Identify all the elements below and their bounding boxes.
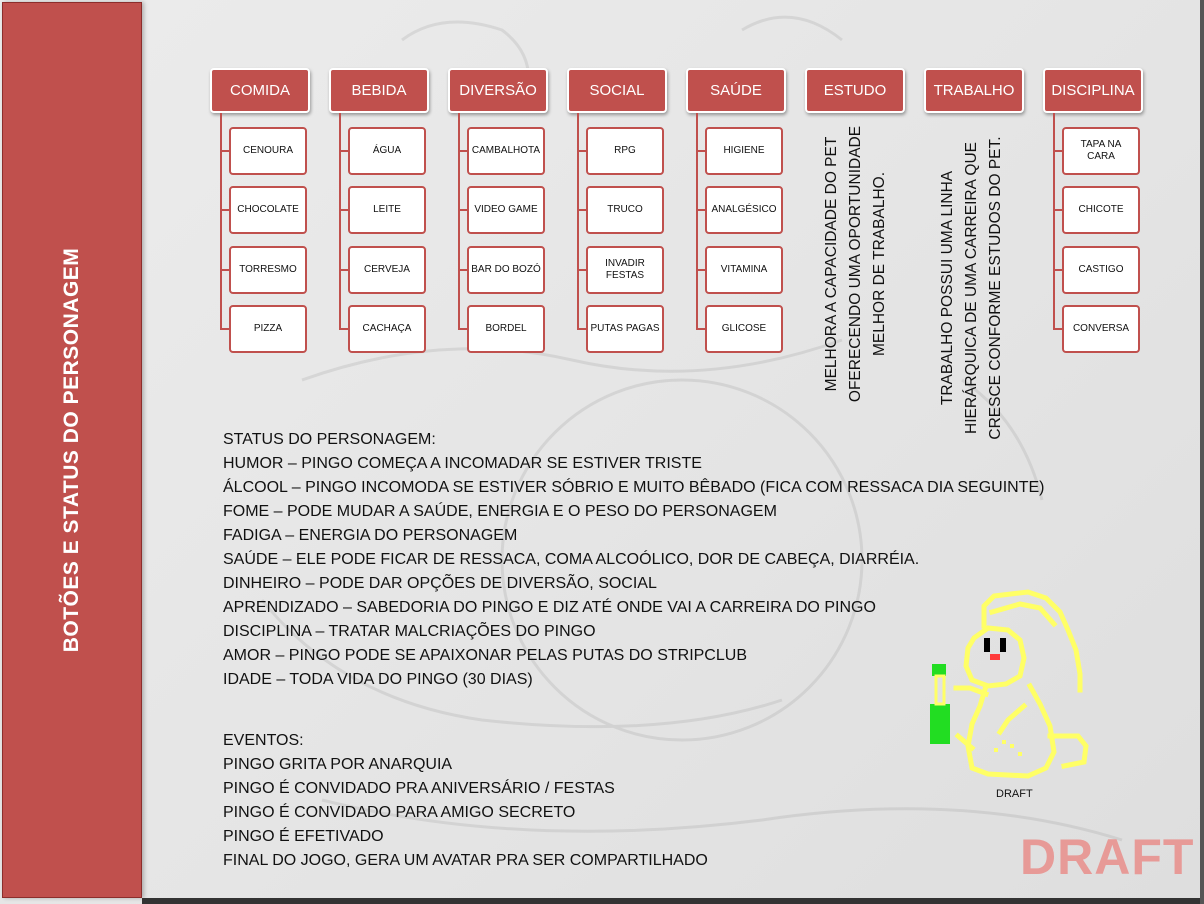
draft-watermark: DRAFT	[1020, 829, 1195, 885]
trabalho-description	[936, 126, 1008, 450]
status-line-amor: AMOR – PINGO PODE SE APAIXONAR PELAS PUTAS DO STRIPCLUB	[223, 647, 747, 664]
event-line: PINGO É CONVIDADO PARA AMIGO SECRETO	[223, 804, 576, 821]
estudo-description	[820, 114, 892, 414]
bottom-border	[142, 898, 1204, 904]
event-line: FINAL DO JOGO, GERA UM AVATAR PRA SER COMPARTILHADO	[223, 852, 708, 869]
menu-item-bar-do-bozo[interactable]: BAR DO BOZÓ	[467, 246, 545, 294]
status-section	[223, 428, 1045, 692]
tree-connector	[220, 113, 222, 330]
menu-item-putas-pagas[interactable]: PUTAS PAGAS	[586, 305, 664, 353]
status-title: STATUS DO PERSONAGEM:	[223, 431, 436, 448]
events-title: EVENTOS:	[223, 732, 304, 749]
menu-header-comida[interactable]: COMIDA	[210, 68, 310, 113]
sidebar-title: BOTÕES E STATUS DO PERSONAGEM	[60, 247, 83, 653]
event-line: PINGO GRITA POR ANARQUIA	[223, 756, 453, 773]
menu-item-rpg[interactable]: RPG	[586, 127, 664, 175]
description-line: MELHORA A CAPACIDADE DO PET	[823, 136, 840, 392]
tree-connector	[1053, 113, 1055, 330]
menu-column-comida	[210, 68, 330, 368]
description-line: TRABALHO POSSUI UMA LINHA	[939, 170, 956, 406]
menu-column-bebida	[329, 68, 449, 368]
menu-item-video-game[interactable]: VIDEO GAME	[467, 186, 545, 234]
menu-item-truco[interactable]: TRUCO	[586, 186, 664, 234]
tree-connector	[577, 113, 579, 330]
menu-header-trabalho[interactable]: TRABALHO	[924, 68, 1024, 113]
status-line-humor: HUMOR – PINGO COMEÇA A INCOMADAR SE ESTIVER TRISTE	[223, 455, 702, 472]
pet-label: DRAFT	[996, 788, 1033, 800]
sidebar	[2, 2, 142, 898]
menu-item-cambalhota[interactable]: CAMBALHOTA	[467, 127, 545, 175]
menu-item-analgesico[interactable]: ANALGÉSICO	[705, 186, 783, 234]
status-line-aprendizado: APRENDIZADO – SABEDORIA DO PINGO E DIZ ATÉ ONDE VAI A CARREIRA DO PINGO	[223, 599, 876, 616]
event-line: PINGO É EFETIVADO	[223, 828, 384, 845]
menu-header-bebida[interactable]: BEBIDA	[329, 68, 429, 113]
status-line-saude: SAÚDE – ELE PODE FICAR DE RESSACA, COMA ALCOÓLICO, DOR DE CABEÇA, DIARRÉIA.	[223, 551, 920, 568]
description-line: MELHOR DE TRABALHO.	[871, 171, 888, 357]
menu-item-higiene[interactable]: HIGIENE	[705, 127, 783, 175]
description-line: OFERECENDO UMA OPORTUNIDADE	[847, 125, 864, 403]
menu-item-leite[interactable]: LEITE	[348, 186, 426, 234]
menu-item-vitamina[interactable]: VITAMINA	[705, 246, 783, 294]
status-line-fome: FOME – PODE MUDAR A SAÚDE, ENERGIA E O PESO DO PERSONAGEM	[223, 503, 777, 520]
menu-header-saude[interactable]: SAÚDE	[686, 68, 786, 113]
right-border	[1200, 0, 1204, 904]
menu-column-diversao	[448, 68, 568, 368]
menu-item-cachaca[interactable]: CACHAÇA	[348, 305, 426, 353]
menu-item-chicote[interactable]: CHICOTE	[1062, 186, 1140, 234]
events-section	[223, 729, 708, 873]
menu-column-disciplina	[1043, 68, 1163, 368]
menu-header-estudo[interactable]: ESTUDO	[805, 68, 905, 113]
status-line-disciplina: DISCIPLINA – TRATAR MALCRIAÇÕES DO PINGO	[223, 623, 596, 640]
menu-item-conversa[interactable]: CONVERSA	[1062, 305, 1140, 353]
menu-item-agua[interactable]: ÁGUA	[348, 127, 426, 175]
status-line-fadiga: FADIGA – ENERGIA DO PERSONAGEM	[223, 527, 518, 544]
tree-connector	[696, 113, 698, 330]
menu-item-castigo[interactable]: CASTIGO	[1062, 246, 1140, 294]
menu-item-chocolate[interactable]: CHOCOLATE	[229, 186, 307, 234]
event-line: PINGO É CONVIDADO PRA ANIVERSÁRIO / FESTAS	[223, 780, 615, 797]
menu-item-torresmo[interactable]: TORRESMO	[229, 246, 307, 294]
menu-item-invadir-festas[interactable]: INVADIR FESTAS	[586, 246, 664, 294]
menu-header-disciplina[interactable]: DISCIPLINA	[1043, 68, 1143, 113]
pet-pingo-sprite	[928, 586, 1090, 786]
menu-header-diversao[interactable]: DIVERSÃO	[448, 68, 548, 113]
menu-item-glicose[interactable]: GLICOSE	[705, 305, 783, 353]
menu-item-pizza[interactable]: PIZZA	[229, 305, 307, 353]
menu-item-tapa-na-cara[interactable]: TAPA NA CARA	[1062, 127, 1140, 175]
tree-connector	[458, 113, 460, 330]
menu-column-social	[567, 68, 687, 368]
status-line-dinheiro: DINHEIRO – PODE DAR OPÇÕES DE DIVERSÃO, SOCIAL	[223, 575, 657, 592]
status-line-alcool: ÁLCOOL – PINGO INCOMODA SE ESTIVER SÓBRIO E MUITO BÊBADO (FICA COM RESSACA DIA SEGUINTE)	[223, 479, 1045, 496]
menu-item-cerveja[interactable]: CERVEJA	[348, 246, 426, 294]
menu-item-bordel[interactable]: BORDEL	[467, 305, 545, 353]
tree-connector	[339, 113, 341, 330]
menu-item-cenoura[interactable]: CENOURA	[229, 127, 307, 175]
menu-header-social[interactable]: SOCIAL	[567, 68, 667, 113]
menu-column-saude	[686, 68, 806, 368]
status-line-idade: IDADE – TODA VIDA DO PINGO (30 DIAS)	[223, 671, 533, 688]
description-line: HIERÁRQUICA DE UMA CARREIRA QUE	[963, 142, 980, 434]
description-line: CRESCE CONFORME ESTUDOS DO PET.	[987, 136, 1004, 440]
